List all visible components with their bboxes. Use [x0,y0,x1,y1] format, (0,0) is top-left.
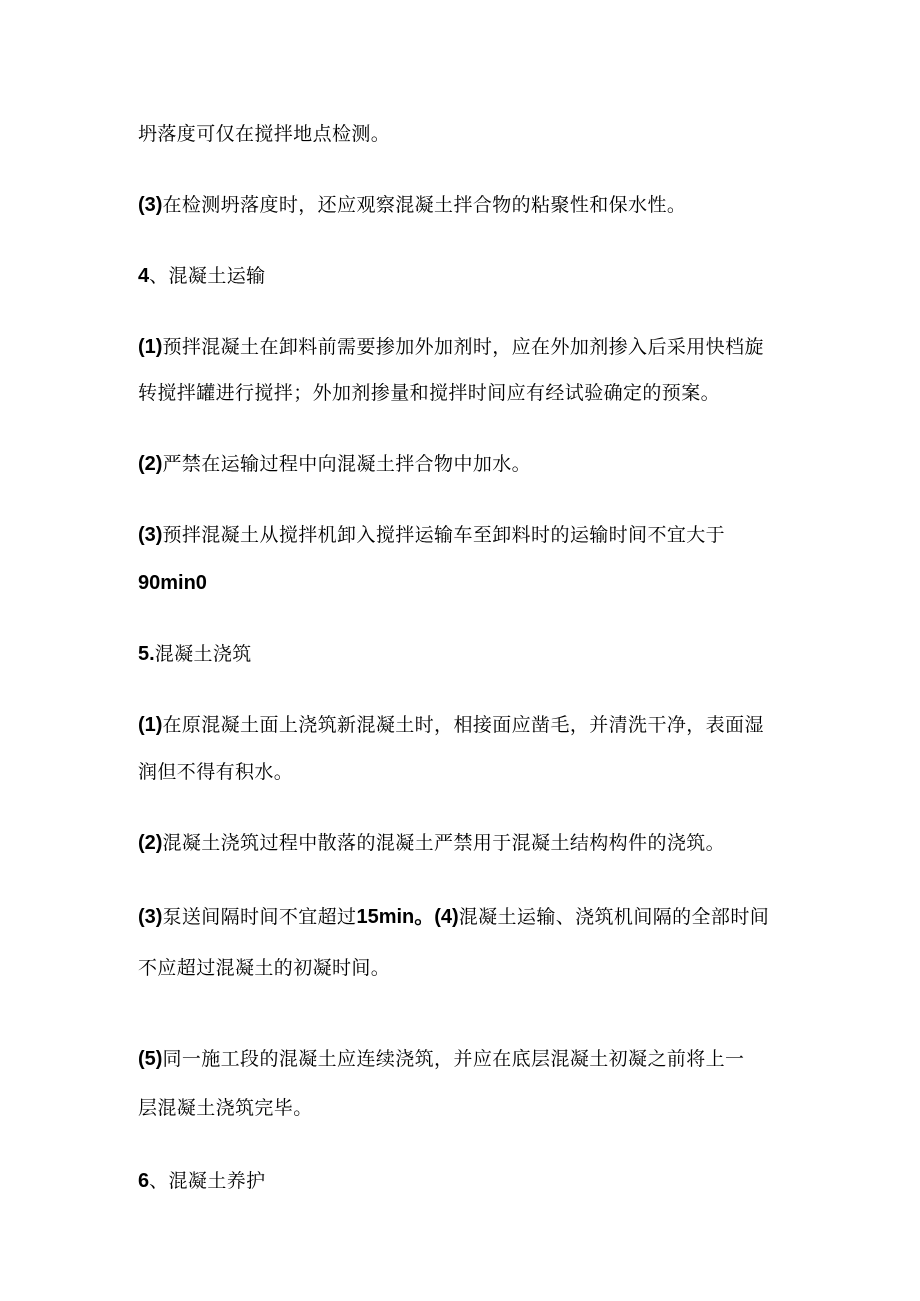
item-number: (1) [138,714,163,736]
section-number: 6 [138,1170,150,1192]
line-text: 层混凝土浇筑完毕。 [138,1097,313,1119]
item-number: (3) [138,194,163,216]
item-number: (5) [138,1048,163,1070]
line-text: 泵送间隔时间不宜超过 [162,906,357,928]
text-line-10 [138,712,764,738]
text-line-4 [138,334,764,360]
text-line-5 [138,380,720,406]
duration-value: 90min0 [138,572,207,594]
item-number: (2) [138,832,163,854]
line-text: 坍落度可仅在搅拌地点检测。 [138,123,391,145]
section-heading-6 [138,1168,266,1194]
text-line-6 [138,451,531,477]
line-text: 混凝土浇筑过程中散落的混凝土严禁用于混凝土结构构件的浇筑。 [162,832,726,854]
section-title: 、混凝土养护 [149,1170,266,1192]
section-heading-5 [138,641,252,667]
text-line-7 [138,522,725,548]
inline-value: 15min。(4) [356,906,459,928]
item-number: (3) [138,524,163,546]
item-number: (2) [138,453,163,475]
line-text: 在原混凝土面上浇筑新混凝土时，相接面应凿毛，并清洗干净，表面湿 [162,714,764,736]
text-line-14 [138,955,390,981]
text-line-2 [138,192,686,218]
line-text: 不应超过混凝土的初凝时间。 [138,957,391,979]
section-title: 混凝土浇筑 [154,643,252,665]
text-line-1 [138,121,390,147]
line-text-continued: 混凝土运输、浇筑机间隔的全部时间 [458,906,770,928]
text-line-16 [138,1095,313,1121]
line-text: 在检测坍落度时，还应观察混凝土拌合物的粘聚性和保水性。 [162,194,687,216]
text-line-8 [138,570,207,596]
item-number: (1) [138,336,163,358]
line-text: 预拌混凝土从搅拌机卸入搅拌运输车至卸料时的运输时间不宜大于 [162,524,726,546]
section-title: 、混凝土运输 [149,265,266,287]
item-number: (3) [138,906,163,928]
text-line-12 [138,830,725,856]
line-text: 转搅拌罐进行搅拌；外加剂掺量和搅拌时间应有经试验确定的预案。 [138,382,721,404]
section-number: 4 [138,265,150,287]
line-text: 润但不得有积水。 [138,761,294,783]
section-heading-4 [138,263,266,289]
text-line-15 [138,1046,744,1072]
line-text: 预拌混凝土在卸料前需要掺加外加剂时，应在外加剂掺入后采用快档旋 [162,336,764,358]
line-text: 严禁在运输过程中向混凝土拌合物中加水。 [162,453,532,475]
section-number: 5. [138,643,155,665]
text-line-13 [138,904,769,930]
line-text: 同一施工段的混凝土应连续浇筑，并应在底层混凝土初凝之前将上一 [162,1048,745,1070]
text-line-11 [138,759,293,785]
